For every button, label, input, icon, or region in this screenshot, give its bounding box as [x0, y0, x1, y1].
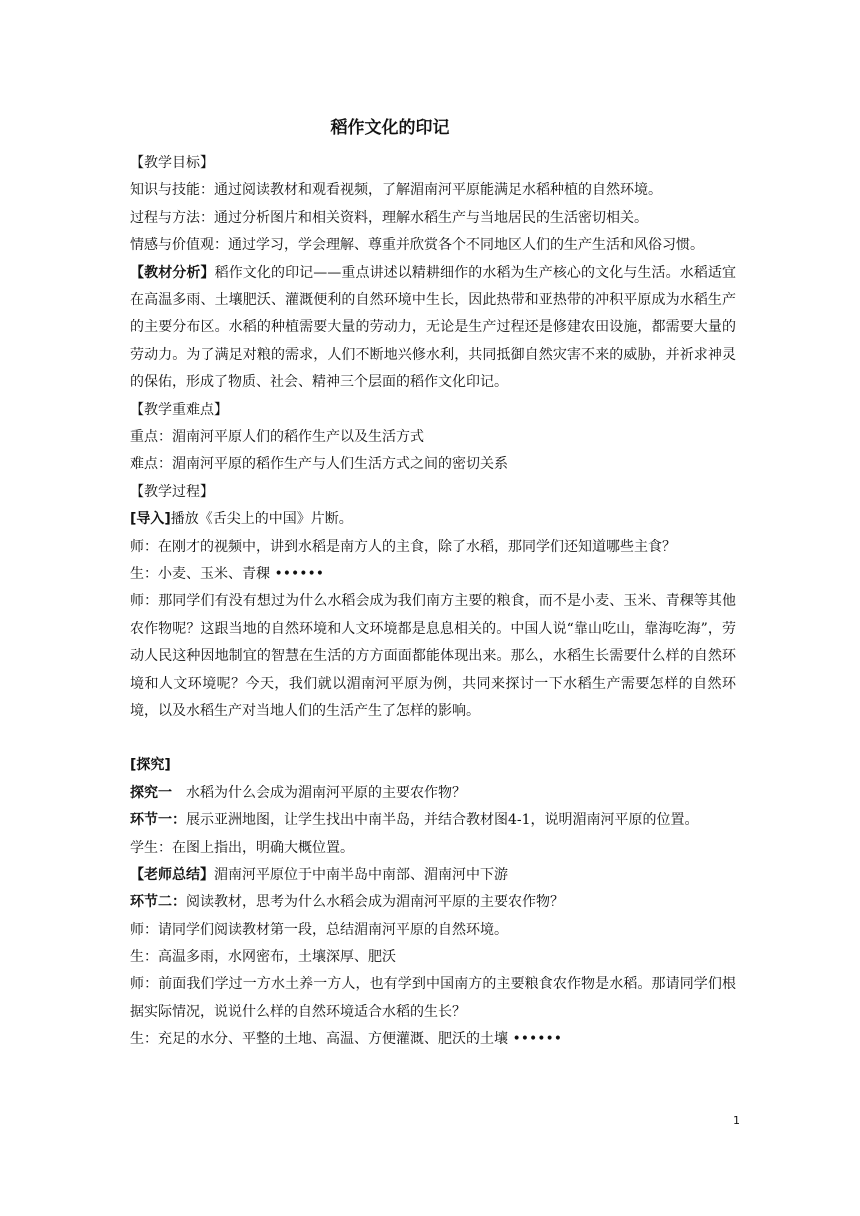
- difficult-point: 难点：湄南河平原的稻作生产与人们生活方式之间的密切关系: [130, 456, 508, 473]
- analysis-text: 稻作文化的印记——重点讲述以精耕细作的水稻为生产核心的文化与生活。水稻适宜在高温多雨、土壤肥沃、灌溉便利的自然环境中生长，因此热带和亚热带的冲积平原成为水稻生产的主要分布区。水稻的种植需要大量的劳动力，无论是生产过程还是修建农田设施，都需要大量的劳动力。为了满足对粮的需求，人们不断地兴修水利，共同抵御自然灾害不来的威胁，并祈求神灵的保佑，形成了物质、社会、精神三个层面的稻作文化印记。: [130, 264, 737, 391]
- step-2-text: 阅读教材，思考为什么水稻会成为湄南河平原的主要农作物？: [186, 894, 564, 911]
- question-label: 探究一: [130, 784, 172, 801]
- process-heading: 【教学过程】: [130, 483, 214, 500]
- blank-line: [130, 725, 736, 752]
- document-title: 稻作文化的印记: [330, 118, 450, 138]
- student-line-1: 生：小麦、玉米、青稞 ••••••: [130, 565, 324, 582]
- intro-line: [130, 506, 736, 533]
- student-line-3: 生：高温多雨，水网密布，土壤深厚、肥沃: [130, 949, 396, 966]
- step-2-label: 环节二：: [130, 894, 186, 911]
- explore-heading: [探究]: [130, 757, 171, 774]
- student-step-1: 学生：在图上指出，明确大概位置。: [130, 839, 354, 856]
- teacher-line-3: 师：请同学们阅读教材第一段，总结湄南河平原的自然环境。: [130, 921, 508, 938]
- page-number: 1: [733, 1114, 740, 1127]
- step-1-line: [130, 807, 736, 834]
- objectives-heading: 【教学目标】: [130, 155, 214, 171]
- teacher-line-4: 师：前面我们学过一方水土养一方人，也有学到中国南方的主要粮食农作物是水稻。那请同学们根据实际情况，说说什么样的自然环境适合水稻的生长？: [130, 976, 736, 1020]
- teacher-line-1: 师：在刚才的视频中，讲到水稻是南方人的主食，除了水稻，那同学们还知道哪些主食？: [130, 538, 676, 555]
- step-1-text: 展示亚洲地图，让学生找出中南半岛，并结合教材图4-1，说明湄南河平原的位置。: [186, 812, 699, 829]
- analysis-paragraph: [130, 260, 736, 397]
- summary-line: [130, 862, 736, 889]
- key-point: 重点：湄南河平原人们的稻作生产以及生活方式: [130, 428, 424, 445]
- document-body: [130, 150, 736, 1054]
- summary-label: 【老师总结】: [130, 866, 214, 883]
- objective-knowledge: 知识与技能：通过阅读教材和观看视频，了解湄南河平原能满足水稻种植的自然环境。: [130, 182, 662, 199]
- objective-process: 过程与方法：通过分析图片和相关资料，理解水稻生产与当地居民的生活密切相关。: [130, 209, 648, 226]
- step-2-line: [130, 889, 736, 916]
- analysis-label: 【教材分析】: [130, 264, 215, 281]
- explore-question-1: [130, 780, 736, 807]
- student-line-4: 生：充足的水分、平整的土地、高温、方便灌溉、肥沃的土壤 ••••••: [130, 1031, 562, 1048]
- intro-text: 播放《舌尖上的中国》片断。: [170, 511, 353, 528]
- step-1-label: 环节一：: [130, 812, 186, 829]
- key-points-heading: 【教学重难点】: [130, 401, 228, 418]
- summary-text: 湄南河平原位于中南半岛中南部、湄南河中下游: [214, 866, 508, 883]
- question-text: 水稻为什么会成为湄南河平原的主要农作物？: [186, 784, 466, 801]
- intro-label: [导入]: [130, 511, 171, 528]
- objective-emotion: 情感与价值观：通过学习，学会理解、尊重并欣赏各个不同地区人们的生产生活和风俗习惯。: [130, 237, 704, 254]
- teacher-line-2: 师：那同学们有没有想过为什么水稻会成为我们南方主要的粮食，而不是小麦、玉米、青稞等其他农作物呢？这跟当地的自然环境和人文环境都是息息相关的。中国人说“靠山吃山，靠海吃海”，劳动人民这种因地制宜的智慧在生活的方方面面都能体现出来。那么，水稻生长需要什么样的自然环境和人文环境呢？今天，我们就以湄南河平原为例，共同来探讨一下水稻生产需要怎样的自然环境，以及水稻生产对当地人们的生活产生了怎样的影响。: [130, 593, 736, 719]
